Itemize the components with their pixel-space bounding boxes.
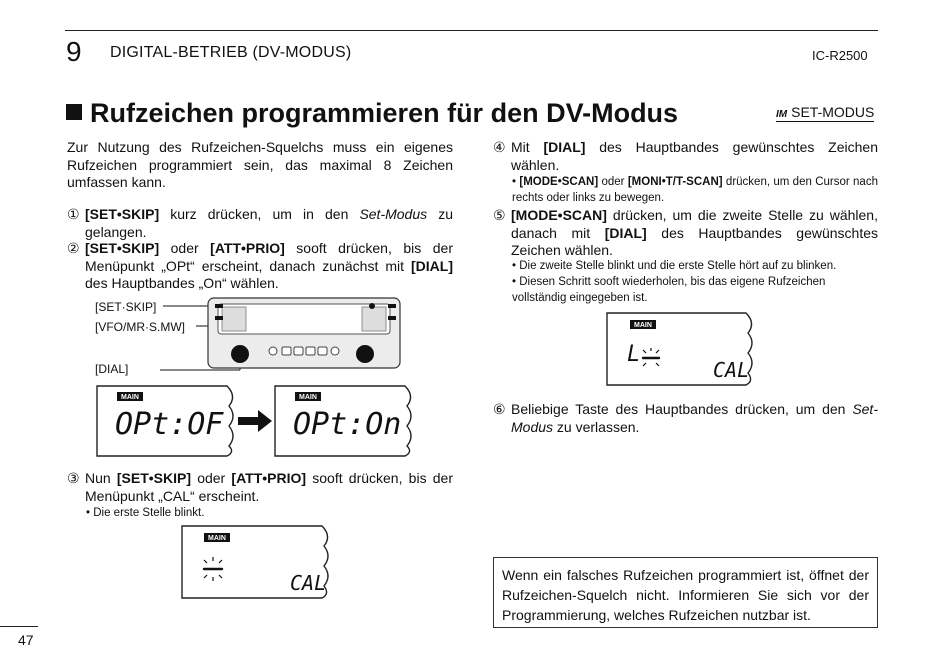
lcd-text-cal: CAL [290,571,327,595]
lcd-text-l: L [627,342,641,367]
lcd-cal-second [605,311,760,387]
intro-paragraph: Zur Nutzung des Rufzeichen-Squelchs muss ein eigenes Rufzeichen programmiert sein, das maximal 8 Zeichen umfassen kann. [67,139,453,190]
section-heading-text: Rufzeichen programmieren für den DV-Modus [90,98,679,128]
lcd-opt-on [273,384,418,458]
step-4-bullet: • [MODE•SCAN] oder [MONI•T/T-SCAN] drücken, um den Cursor nach rechts oder links zu bewegen. [512,176,878,204]
step-4: ④ Mit [DIAL] des Hauptbandes gewünschtes Zeichen wählen. [493,139,878,173]
page-number-rule [0,626,38,627]
step-5-bullet-1: • Die zweite Stelle blinkt und die erste Stelle hört auf zu blinken. [512,260,837,272]
label-set-skip: [SET·SKIP] [95,300,157,314]
step-number: ④ [493,139,506,155]
set-modus-label: SET-MODUS [791,104,875,120]
step-2: ② [SET•SKIP] oder [ATT•PRIO] sooft drücken, bis der Menüpunkt „OPt“ erscheint, danach zunächst mit [DIAL] des Hauptbandes „On“ wählen. [67,240,453,291]
chapter-number: 9 [66,36,82,67]
step-5-bullet-2: • Diesen Schritt sooft wiederholen, bis das eigene Rufzeichen vollständig eingegeben ist. [512,276,826,304]
step-5: ⑤ [MODE•SCAN] drücken, um die zweite Stelle zu wählen, danach mit [DIAL] des Hauptbandes gewünschtes Zeichen wählen. [493,207,879,258]
lcd-cal-first [180,524,336,600]
model-name: IC-R2500 [812,48,868,63]
step-6: ⑥ Beliebige Taste des Hauptbandes drücken, um den Set-Modus zu verlassen. [493,401,878,435]
key-label: [SET•SKIP] [85,206,160,222]
lcd-text-opt-of: OPt:OF [115,407,224,442]
step-number: ⑤ [493,207,506,223]
square-bullet-icon [66,104,82,120]
lcd-main-badge: MAIN [208,535,226,542]
set-modus-prefix: IM [776,109,788,120]
step-3-bullet: • Die erste Stelle blinkt. [86,507,205,519]
lcd-main-badge: MAIN [299,394,317,401]
set-modus-tag [776,104,874,122]
chapter-title: DIGITAL-BETRIEB (DV-MODUS) [110,44,352,61]
lcd-main-badge: MAIN [121,394,139,401]
note-box: Wenn ein falsches Rufzeichen programmiert ist, öffnet der Rufzeichen-Squelch nicht. Informieren Sie sich vor der Programmierung, welches Rufzeichen nutzbar ist. [493,557,878,628]
page-number: 47 [18,632,34,648]
step-number: ② [67,240,80,256]
lcd-opt-of [95,384,240,458]
header-rule [65,30,878,31]
step-1: ① [SET•SKIP] kurz drücken, um in den Set-Modus zu gelangen. [67,206,453,240]
front-panel-drawing [160,296,405,378]
label-dial: [DIAL] [95,362,129,376]
step-3: ③ Nun [SET•SKIP] oder [ATT•PRIO] sooft drücken, bis der Menüpunkt „CAL“ erscheint. [67,470,453,504]
arrow-right-icon [238,410,274,432]
label-vfo: [VFO/MR·S.MW] [95,320,185,334]
lcd-text-cal: CAL [713,358,750,382]
step-number: ⑥ [493,401,506,417]
step-number: ③ [67,470,80,486]
step-number: ① [67,206,80,222]
section-heading [66,98,678,129]
lcd-text-opt-on: OPt:On [293,407,402,442]
lcd-main-badge: MAIN [634,322,652,329]
